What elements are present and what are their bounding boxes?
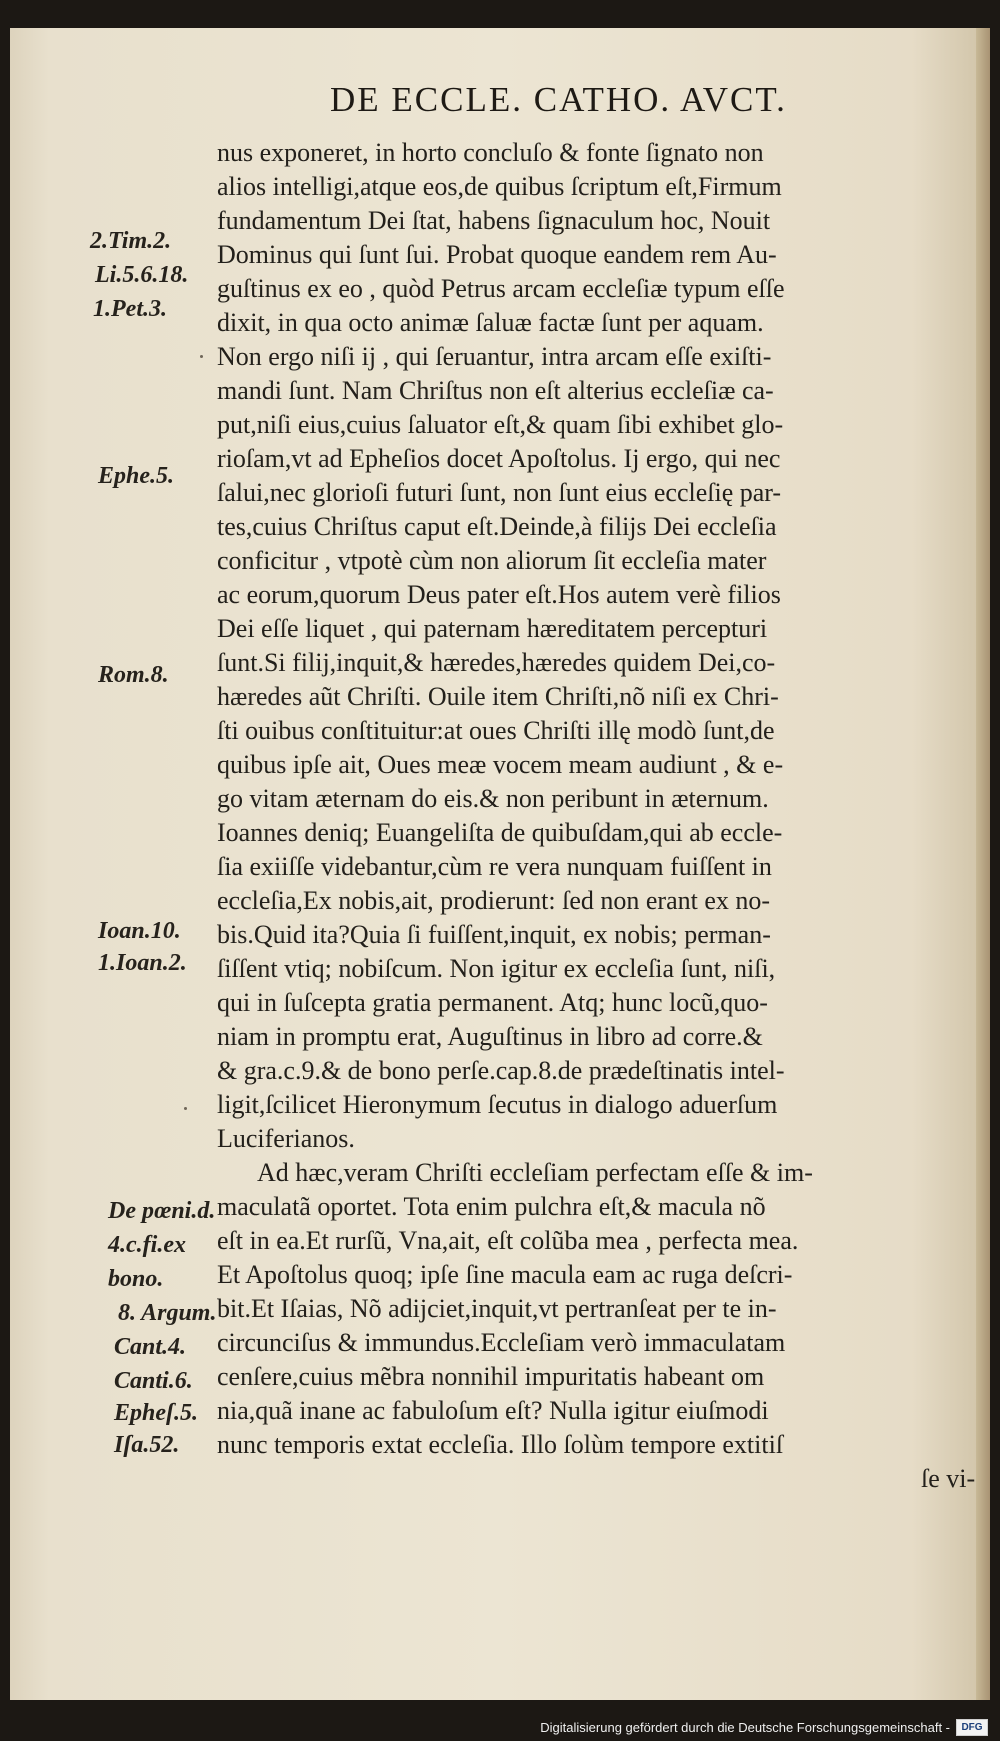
page-edge	[976, 28, 990, 1700]
text-line: eccleſia,Ex nobis,ait, prodierunt: ſed non erant ex no-	[217, 886, 771, 915]
catchword: ſe vi-	[921, 1464, 976, 1493]
text-line: eſt in ea.Et rurſũ, Vna,ait, eſt colũba mea , perfecta mea.	[217, 1226, 799, 1255]
text-line: ſti ouibus conſtituitur:at oues Chriſti illę modò ſunt,de	[217, 716, 775, 745]
text-line: conficitur , vtpotè cùm non aliorum ſit eccleſia mater	[217, 546, 767, 575]
text-line: alios intelligi,atque eos,de quibus ſcriptum eſt,Firmum	[217, 172, 782, 201]
margin-note: Rom.8.	[98, 662, 169, 688]
text-line: mandi ſunt. Nam Chriſtus non eſt alterius eccleſiæ ca-	[217, 376, 774, 405]
margin-note: Ioan.10.	[98, 918, 181, 944]
text-line: circunciſus & immundus.Eccleſiam verò immaculatam	[217, 1328, 786, 1357]
book-page	[10, 28, 990, 1700]
text-line: & gra.c.9.& de bono perſe.cap.8.de prædeſtinatis intel-	[217, 1056, 785, 1085]
text-line: nia,quã inane ac fabuloſum eſt? Nulla igitur eiuſmodi	[217, 1396, 769, 1425]
text-line: nus exponeret, in horto concluſo & fonte ſignato non	[217, 138, 764, 167]
margin-speck	[184, 1107, 187, 1110]
margin-note: Canti.6.	[114, 1368, 193, 1394]
text-line: cenſere,cuius mẽbra nonnihil impuritatis habeant om	[217, 1362, 765, 1391]
margin-note: 2.Tim.2.	[90, 228, 172, 254]
text-line: Ad hæc,veram Chriſti eccleſiam perfectam eſſe & im-	[257, 1158, 813, 1187]
text-line: Non ergo niſi ij , qui ſeruantur, intra arcam eſſe exiſti-	[217, 342, 772, 371]
margin-note: bono.	[108, 1266, 164, 1292]
footer-credit: Digitalisierung gefördert durch die Deutsche Forschungsgemeinschaft -	[540, 1719, 950, 1735]
text-line: qui in ſuſcepta gratia permanent. Atq; hunc locũ,quo-	[217, 988, 768, 1017]
text-line: Et Apoſtolus quoq; ipſe ſine macula eam ac ruga deſcri-	[217, 1260, 793, 1289]
digitization-footer	[540, 1717, 988, 1737]
margin-note: De pœni.d.	[108, 1198, 216, 1224]
text-line: dixit, in qua octo animæ ſaluæ factæ ſunt per aquam.	[217, 308, 764, 337]
text-line: go vitam æternam do eis.& non peribunt in æternum.	[217, 784, 769, 813]
margin-note: 1.Pet.3.	[93, 296, 167, 322]
margin-note: Cant.4.	[114, 1334, 187, 1360]
text-line: ligit,ſcilicet Hieronymum ſecutus in dialogo aduerſum	[217, 1090, 778, 1119]
margin-note: Ephe.5.	[98, 463, 175, 489]
text-line: ſiſſent vtiq; nobiſcum. Non igitur ex eccleſia ſunt, niſi,	[217, 954, 776, 983]
text-line: ſia exiiſſe videbantur,cùm re vera nunquam fuiſſent in	[217, 852, 772, 881]
text-line: ſunt.Si filij,inquit,& hæredes,hæredes quidem Dei,co-	[217, 648, 776, 677]
text-line: tes,cuius Chriſtus caput eſt.Deinde,à filijs Dei eccleſia	[217, 512, 777, 541]
text-line: ſalui,nec glorioſi futuri ſunt, non ſunt eius eccleſię par-	[217, 478, 782, 507]
margin-note: Iſa.52.	[114, 1432, 180, 1458]
margin-note: 4.c.fi.ex	[108, 1232, 186, 1258]
dfg-logo: DFG	[956, 1719, 988, 1736]
text-line: nunc temporis extat eccleſia. Illo ſolùm tempore extitiſ	[217, 1430, 784, 1459]
margin-note: Epheſ.5.	[114, 1400, 198, 1426]
text-line: Dei eſſe liquet , qui paternam hæreditatem percepturi	[217, 614, 768, 643]
text-line: bis.Quid ita?Quia ſi fuiſſent,inquit, ex nobis; perman-	[217, 920, 771, 949]
text-line: maculatã oportet. Tota enim pulchra eſt,& macula nõ	[217, 1192, 766, 1221]
text-line: bit.Et Iſaias, Nõ adijciet,inquit,vt pertranſeat per te in-	[217, 1294, 777, 1323]
text-line: quibus ipſe ait, Oues meæ vocem meam audiunt , & e-	[217, 750, 784, 779]
text-line: Dominus qui ſunt ſui. Probat quoque eandem rem Au-	[217, 240, 777, 269]
running-head: DE ECCLE. CATHO. AVCT.	[330, 80, 787, 119]
text-line: put,niſi eius,cuius ſaluator eſt,& quam ſibi exhibet glo-	[217, 410, 784, 439]
margin-note: 1.Ioan.2.	[98, 950, 187, 976]
margin-note: Li.5.6.18.	[95, 262, 189, 288]
text-line: fundamentum Dei ſtat, habens ſignaculum hoc, Nouit	[217, 206, 771, 235]
text-line: Luciferianos.	[217, 1124, 355, 1153]
text-line: ac eorum,quorum Deus pater eſt.Hos autem verè filios	[217, 580, 781, 609]
margin-note: 8. Argum.	[118, 1300, 217, 1326]
text-line: Ioannes deniq; Euangeliſta de quibuſdam,qui ab eccle-	[217, 818, 783, 847]
text-line: guſtinus ex eo , quòd Petrus arcam eccleſiæ typum eſſe	[217, 274, 785, 303]
text-line: rioſam,vt ad Epheſios docet Apoſtolus. Ij ergo, qui nec	[217, 444, 781, 473]
margin-speck	[200, 355, 203, 358]
text-line: niam in promptu erat, Auguſtinus in libro ad corre.&	[217, 1022, 763, 1051]
text-line: hæredes aũt Chriſti. Ouile item Chriſti,nõ niſi ex Chri-	[217, 682, 779, 711]
